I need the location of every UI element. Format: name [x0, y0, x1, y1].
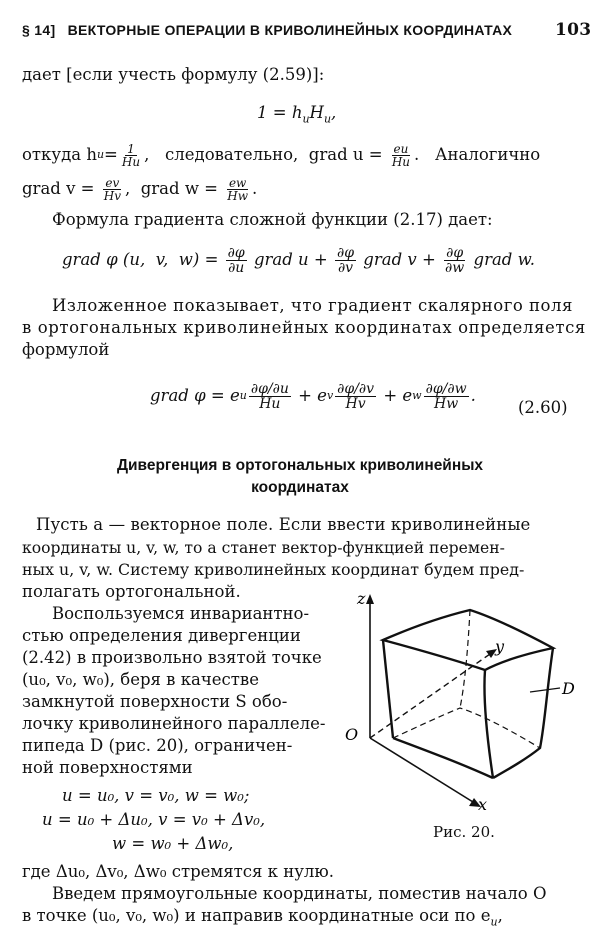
- text-line: Введем прямоугольные координаты, поместив начало O: [52, 884, 547, 903]
- section-title: координатах: [251, 479, 349, 496]
- text-line: формулой: [22, 340, 110, 359]
- hidden-edge: [460, 610, 470, 708]
- front-left-edge: [383, 640, 393, 738]
- text-line: лочку криволинейного параллеле-: [22, 714, 326, 733]
- D-label: D: [562, 679, 575, 698]
- equation-surfaces-2: u = u₀ + Δu₀, v = v₀ + Δv₀,: [42, 810, 266, 829]
- text-line: ных u, v, w. Систему криволинейных координат будем пред-: [22, 560, 525, 579]
- header-title: ВЕКТОРНЫЕ ОПЕРАЦИИ В КРИВОЛИНЕЙНЫХ КООРДИНАТАХ: [67, 22, 513, 38]
- text-line: в точке (u₀, v₀, w₀) и направив координатные оси по $e_u$,: [22, 906, 503, 929]
- x-label: x: [478, 795, 488, 814]
- text-line-with-fractions: grad v = $\frac{ev}{Hv}$ , grad w = $\frac{ew}{Hw}$ .: [22, 175, 258, 203]
- text-line: Формула градиента сложной функции (2.17) дает:: [52, 210, 493, 229]
- text-line: Воспользуемся инвариантно-: [52, 604, 310, 623]
- text-line: дает [если учесть формулу (2.59)]:: [22, 65, 325, 84]
- equation-number: (2.60): [518, 398, 568, 417]
- D-pointer: [530, 688, 560, 692]
- equation-surfaces-3: w = w₀ + Δw₀,: [112, 834, 234, 853]
- text-line: (u₀, v₀, w₀), беря в качестве: [22, 670, 259, 689]
- equation-2-60: grad φ = e u $\frac{\partial\varphi/\partial u}{Hu}$ + e v $\frac{\partial\varphi/\partial v}{Hv}$ + e w $\frac{\partial\varphi/\partial w}{Hw}$ .: [150, 380, 476, 412]
- fraction: $\frac{ew}{Hw}$: [227, 175, 249, 203]
- text-line-with-fractions: откуда h u = $\frac{1}{Hu}$ , следовательно, grad u = $\frac{eu}{Hu}$ . Аналогично: [22, 141, 541, 169]
- y-label: y: [495, 637, 505, 656]
- right-face: [493, 648, 553, 778]
- text-line: координаты u, v, w, то a станет вектор-функцией перемен-: [22, 539, 505, 557]
- z-axis-arrow: [366, 594, 374, 604]
- text-line: стью определения дивергенции: [22, 626, 301, 645]
- fraction: $\frac{ev}{Hv}$: [103, 175, 121, 203]
- running-header: [22, 20, 592, 40]
- text-line: где Δu₀, Δv₀, Δw₀ стремятся к нулю.: [22, 862, 335, 881]
- bottom-front-edge: [393, 738, 493, 778]
- fraction: $\frac{1}{Hu}$: [121, 141, 141, 169]
- front-right-edge: [484, 670, 493, 778]
- equation-surfaces-1: u = u₀, v = v₀, w = w₀;: [62, 786, 250, 805]
- hidden-edge: [393, 708, 540, 748]
- text-line: Изложенное показывает, что градиент скалярного поля: [52, 296, 573, 315]
- text-line: ной поверхностями: [22, 758, 193, 777]
- fraction: $\frac{eu}{Hu}$: [391, 141, 411, 169]
- header-section: § 14]: [22, 22, 56, 38]
- text-line: пипеда D (рис. 20), ограничен-: [22, 736, 293, 755]
- text-line: в ортогональных криволинейных координатах определяется: [22, 318, 586, 337]
- section-title: Дивергенция в ортогональных криволинейных: [116, 457, 484, 474]
- equation-2: grad φ (u, v, w) = $\frac{\partial\varphi}{\partial u}$ grad u + $\frac{\partial\varphi}{\partial v}$ grad v + $\frac{\partial\varphi}{\partial w}$ grad w.: [62, 244, 536, 276]
- text-line: замкнутой поверхности S обо-: [22, 692, 288, 711]
- origin-label: O: [345, 725, 359, 744]
- text-line: Пусть a — векторное поле. Если ввести криволинейные: [36, 515, 531, 534]
- text-line: (2.42) в произвольно взятой точке: [22, 648, 322, 667]
- text-line: полагать ортогональной.: [22, 582, 241, 601]
- page-number: 103: [555, 20, 592, 40]
- z-label: z: [357, 589, 366, 608]
- figure-curvilinear-parallelepiped: [335, 588, 585, 823]
- equation-1: $1 = h_uH_u$,: [257, 103, 337, 126]
- top-face: [383, 610, 553, 670]
- figure-caption: Рис. 20.: [433, 823, 495, 841]
